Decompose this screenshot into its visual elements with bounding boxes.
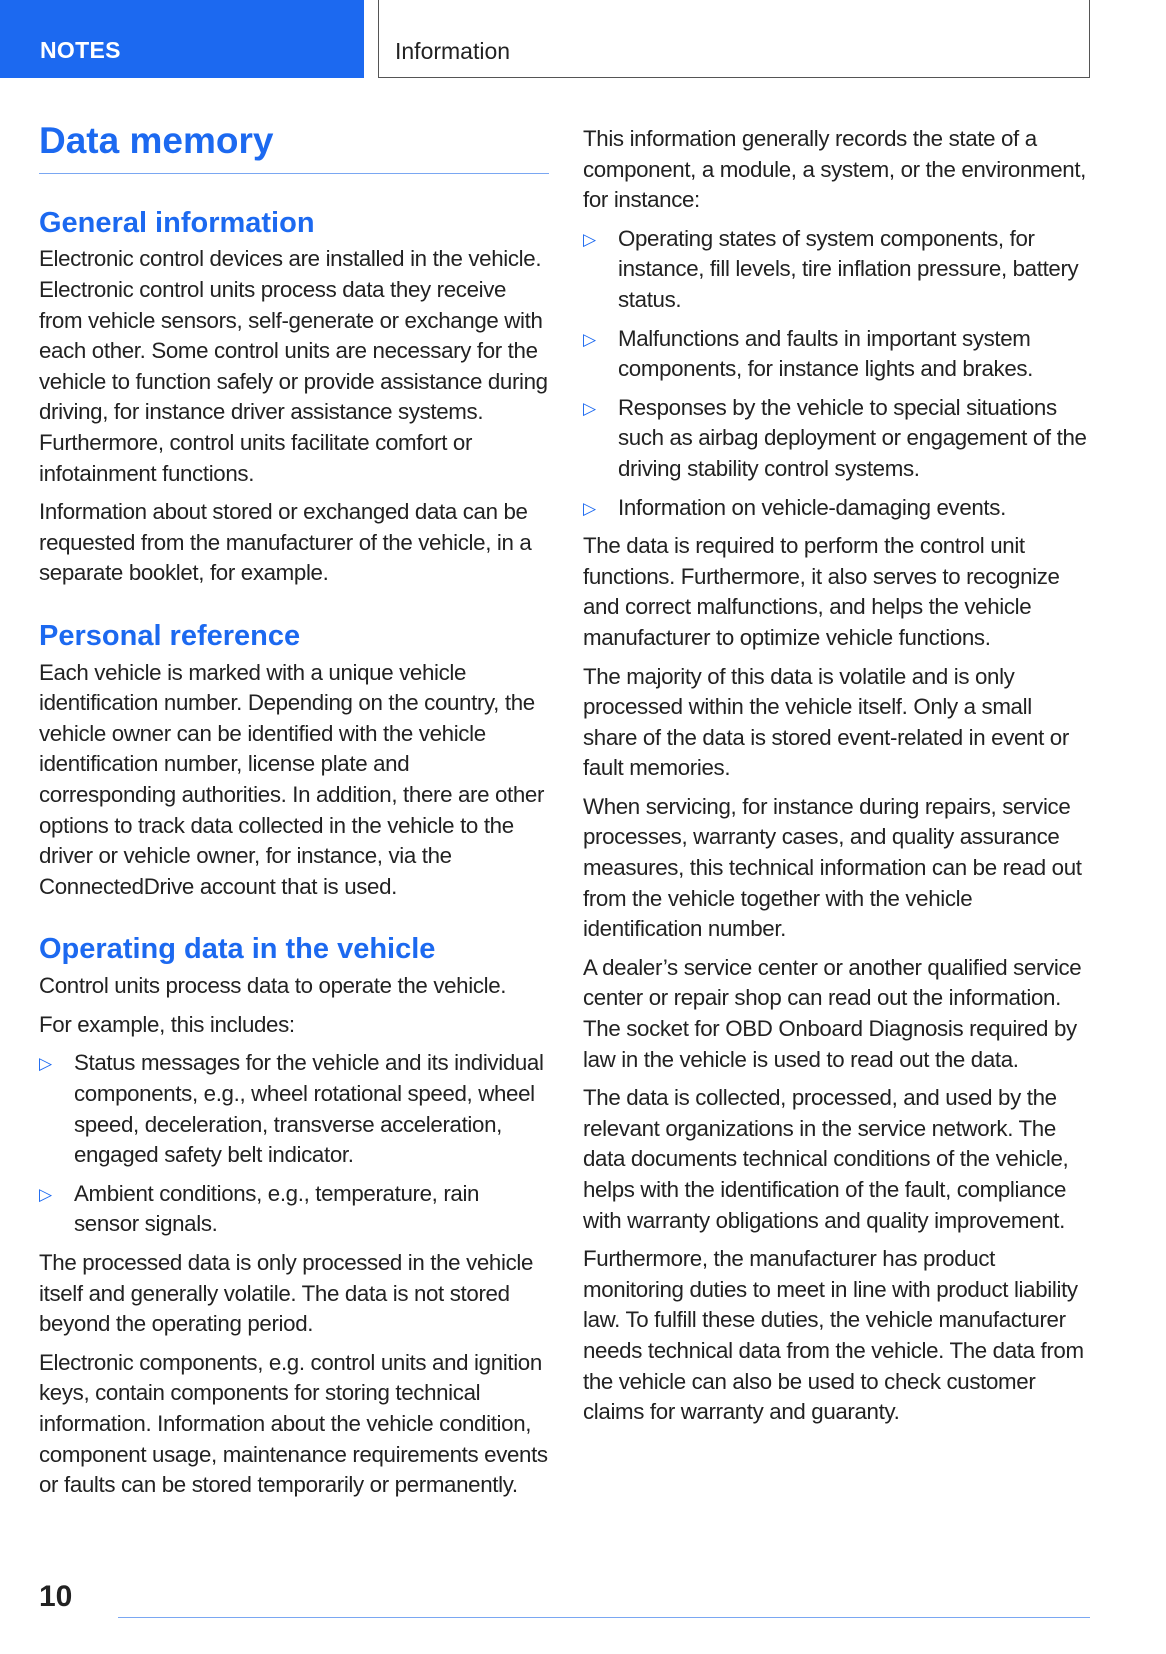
list-item	[39, 1179, 549, 1240]
paragraph: Electronic control devices are installed in the vehicle. Electronic control units process data they receive from vehicle sensors, self-generate or exchange with each other. Some control units are necessary for the vehicle to function safely or provide assistance during driving, for instance driver assistance systems. Furthermore, control units facilitate comfort or infotainment functions.	[39, 246, 548, 486]
list-item-text: Malfunctions and faults in important system components, for instance lights and brakes.	[618, 325, 1034, 382]
list-item-text: Responses by the vehicle to special situations such as airbag deployment or engagement of the driving stability control systems.	[618, 394, 1087, 481]
section-general-information	[39, 206, 549, 589]
triangle-bullet-icon: ▷	[39, 1054, 52, 1074]
paragraph: The majority of this data is volatile and is only processed within the vehicle itself. Only a small share of the data is stored event-related in event or fault memories.	[583, 663, 1069, 781]
list-item	[39, 1048, 549, 1170]
paragraph: Each vehicle is marked with a unique vehicle identification number. Depending on the country, the vehicle owner can be identified with the vehicle identification number, license plate and corresponding authorities. In addition, there are other options to track data collected in the vehicle to the driver or vehicle owner, for instance, via the ConnectedDrive account that is used.	[39, 659, 545, 899]
triangle-bullet-icon: ▷	[583, 398, 596, 418]
section-personal-reference	[39, 619, 549, 903]
heading-personal-reference: Personal reference	[39, 619, 301, 652]
list-item-text: Information on vehicle-damaging events.	[618, 494, 1006, 520]
page-number: 10	[39, 1580, 73, 1613]
paragraph: Furthermore, the manufacturer has product monitoring duties to meet in line with product liability law. To fulfill these duties, the vehicle manufacturer needs technical data from the vehicle. The data from the vehicle can also be used to check customer claims for warranty and guaranty.	[583, 1246, 1084, 1425]
paragraph: The processed data is only processed in the vehicle itself and generally volatile. The data is not stored beyond the operating period.	[39, 1249, 534, 1337]
paragraph: When servicing, for instance during repairs, service processes, warranty cases, and quality assurance measures, this technical information can be read out from the vehicle together with the vehicle identification number.	[583, 793, 1082, 942]
bullet-list	[39, 1048, 549, 1240]
paragraph: For example, this includes:	[39, 1011, 295, 1037]
paragraph: This information generally records the state of a component, a module, a system, or the environment, for instance:	[583, 126, 1087, 213]
right-column	[583, 124, 1091, 1436]
list-item	[583, 493, 1091, 524]
list-item	[583, 224, 1091, 316]
section-tab-notes[interactable]	[0, 0, 364, 78]
heading-operating-data: Operating data in the vehicle	[39, 933, 436, 966]
bullet-list	[583, 224, 1091, 523]
list-item	[583, 324, 1091, 385]
section-operating-data	[39, 932, 549, 1500]
list-item-text: Operating states of system components, for instance, fill levels, tire inflation pressure, battery status.	[618, 225, 1079, 312]
list-item-text: Status messages for the vehicle and its individual components, e.g., wheel rotational speed, wheel speed, deceleration, transverse acceleration, engaged safety belt indicator.	[74, 1050, 544, 1168]
footer-divider	[118, 1617, 1090, 1618]
triangle-bullet-icon: ▷	[583, 498, 596, 518]
section-tab-label: NOTES	[40, 37, 121, 63]
paragraph: The data is required to perform the control unit functions. Furthermore, it also serves to recognize and correct malfunctions, and helps the vehicle manufacturer to optimize vehicle functions.	[583, 533, 1060, 650]
triangle-bullet-icon: ▷	[39, 1184, 52, 1204]
chapter-tab-label: Information	[395, 38, 511, 64]
chapter-tab-information[interactable]	[378, 0, 1090, 78]
left-column	[39, 120, 549, 1509]
paragraph: Information about stored or exchanged data can be requested from the manufacturer of the vehicle, in a separate booklet, for example.	[39, 499, 532, 586]
paragraph: Electronic components, e.g. control units and ignition keys, contain components for storing technical information. Information about the vehicle condition, component usage, maintenance requirements events or faults can be stored temporarily or permanently.	[39, 1349, 548, 1498]
page-title: Data memory	[39, 120, 549, 174]
paragraph: Control units process data to operate the vehicle.	[39, 973, 507, 999]
paragraph: The data is collected, processed, and used by the relevant organizations in the service network. The data documents technical conditions of the vehicle, helps with the identification of the fault, compliance with warranty obligations and quality improvement.	[583, 1085, 1069, 1233]
paragraph: A dealer’s service center or another qualified service center or repair shop can read out the information. The socket for OBD Onboard Diagnosis required by law in the vehicle is used to read out the data.	[583, 954, 1082, 1072]
heading-general-information: General information	[39, 206, 315, 239]
triangle-bullet-icon: ▷	[583, 229, 596, 249]
triangle-bullet-icon: ▷	[583, 329, 596, 349]
list-item	[583, 393, 1091, 485]
list-item-text: Ambient conditions, e.g., temperature, rain sensor signals.	[74, 1180, 480, 1237]
